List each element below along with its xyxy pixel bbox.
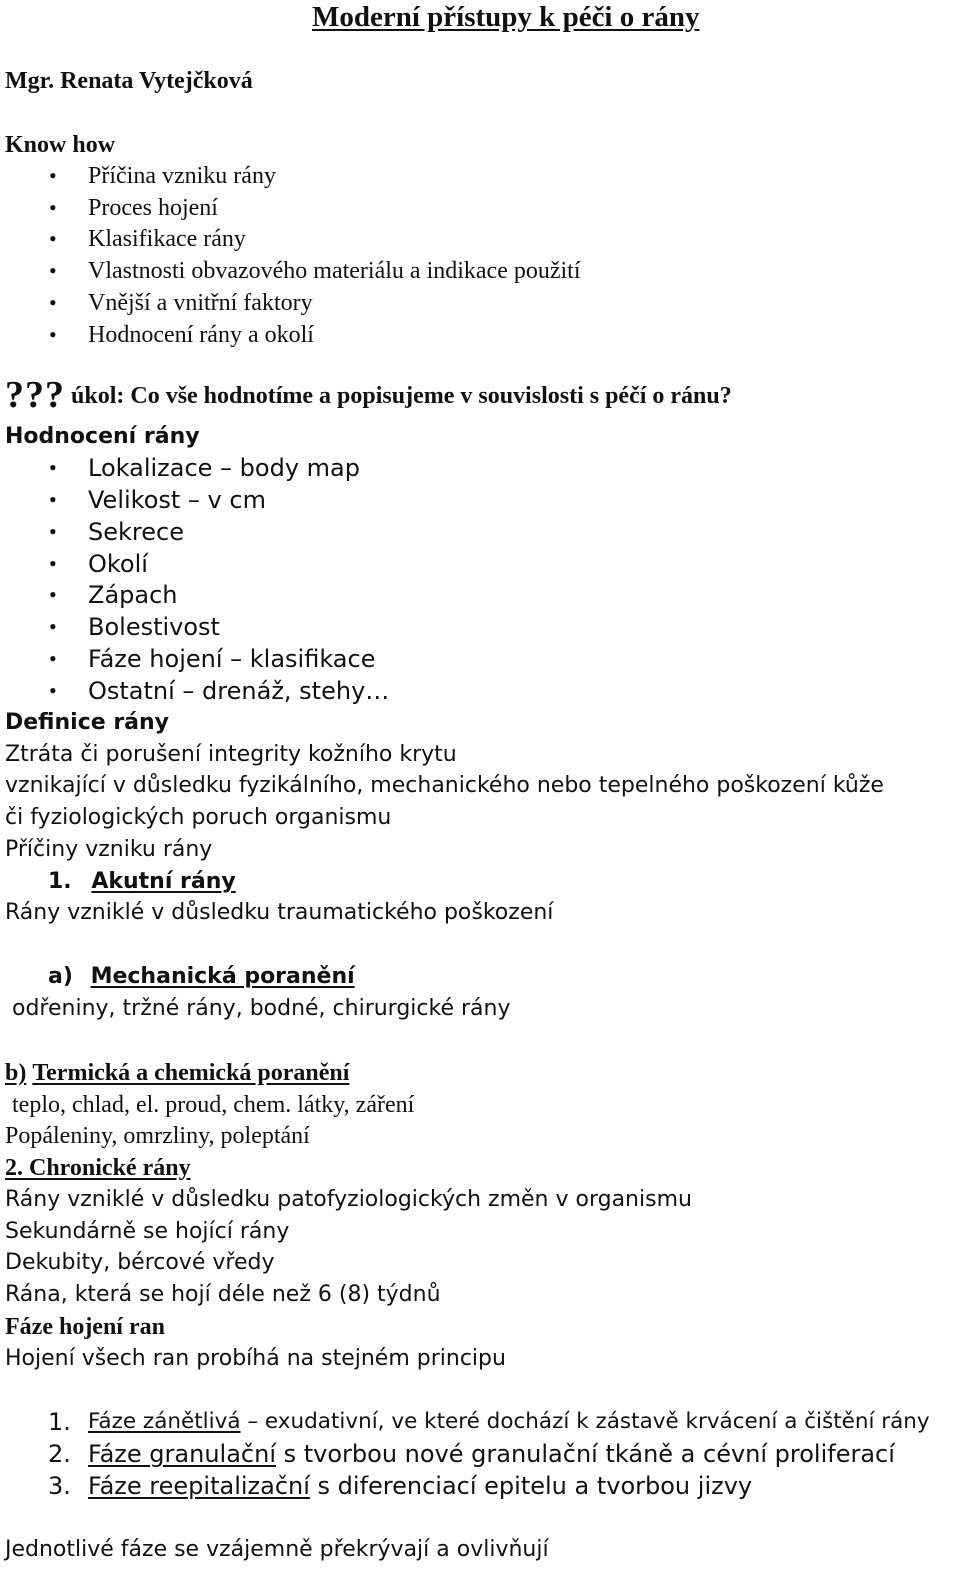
list-item: Vlastnosti obvazového materiálu a indikace použití <box>88 258 581 284</box>
phase-desc: – exudativní, ve které dochází k zástavě krvácení a čištění rány <box>240 1409 930 1434</box>
mechanical-heading <box>48 962 355 992</box>
task-text: úkol: Co vše hodnotíme a popisujeme v souvislosti s péčí o ránu? <box>71 383 732 409</box>
bullet-icon: • <box>49 258 57 283</box>
phase-item <box>88 1471 752 1501</box>
list-item: Okolí <box>88 550 148 578</box>
bullet-icon: • <box>49 163 57 188</box>
definition-line: či fyziologických poruch organismu <box>5 805 392 830</box>
know-how-heading: Know how <box>5 132 116 158</box>
definition-line: vznikající v důsledku fyzikálního, mechanického nebo tepelného poškození kůže <box>5 773 884 798</box>
chronic-heading: 2. Chronické rány <box>5 1155 191 1181</box>
list-item: Klasifikace rány <box>88 226 246 252</box>
acute-number: 1. <box>48 869 72 894</box>
thermal-text-2: Popáleniny, omrzliny, poleptání <box>5 1123 310 1149</box>
list-item: Sekrece <box>88 518 184 546</box>
phases-heading: Fáze hojení ran <box>5 1314 165 1340</box>
list-item: Fáze hojení – klasifikace <box>88 645 376 673</box>
bullet-icon: • <box>49 487 57 512</box>
causes-heading: Příčiny vzniku rány <box>5 837 213 862</box>
list-item: Velikost – v cm <box>88 486 266 514</box>
thermal-text: teplo, chlad, el. proud, chem. látky, záření <box>12 1092 415 1118</box>
task-line <box>5 374 732 416</box>
thermal-title: Termická a chemická poranění <box>32 1060 350 1086</box>
definition-heading: Definice rány <box>5 710 170 735</box>
task-marks: ??? <box>5 374 65 416</box>
bullet-icon: • <box>49 455 57 480</box>
bullet-icon: • <box>49 582 57 607</box>
thermal-heading <box>5 1058 349 1088</box>
chronic-line: Rána, která se hojí déle než 6 (8) týdnů <box>5 1282 441 1307</box>
acute-heading <box>48 867 236 897</box>
mechanical-label: a) <box>48 964 73 989</box>
list-item: Lokalizace – body map <box>88 454 360 482</box>
bullet-icon: • <box>49 551 57 576</box>
bullet-icon: • <box>49 290 57 315</box>
list-item: Hodnocení rány a okolí <box>88 322 314 348</box>
phase-name: Fáze reepitalizační <box>88 1472 310 1500</box>
list-item: Ostatní – drenáž, stehy… <box>88 677 390 705</box>
mechanical-text: odřeniny, tržné rány, bodné, chirurgické rány <box>12 996 511 1021</box>
phases-footer: Jednotlivé fáze se vzájemně překrývají a ovlivňují <box>5 1537 549 1562</box>
phase-item <box>88 1439 895 1469</box>
acute-title: Akutní rány <box>91 869 236 894</box>
bullet-icon: • <box>49 678 57 703</box>
acute-description: Rány vzniklé v důsledku traumatického poškození <box>5 900 554 925</box>
bullet-icon: • <box>49 226 57 251</box>
assessment-heading: Hodnocení rány <box>5 424 200 449</box>
phase-number: 1. <box>48 1408 71 1436</box>
bullet-icon: • <box>49 646 57 671</box>
thermal-label: b) <box>5 1060 27 1086</box>
phase-number: 2. <box>48 1440 71 1468</box>
phase-name: Fáze granulační <box>88 1440 276 1468</box>
list-item: Bolestivost <box>88 613 220 641</box>
phase-desc: s tvorbou nové granulační tkáně a cévní proliferací <box>275 1440 895 1468</box>
list-item: Zápach <box>88 581 178 609</box>
phase-number: 3. <box>48 1472 71 1500</box>
phase-item <box>88 1407 930 1437</box>
chronic-line: Rány vzniklé v důsledku patofyziologických změn v organismu <box>5 1187 692 1212</box>
chronic-line: Sekundárně se hojící rány <box>5 1219 290 1244</box>
list-item: Proces hojení <box>88 195 218 221</box>
phase-name: Fáze zánětlivá <box>88 1409 241 1434</box>
bullet-icon: • <box>49 195 57 220</box>
phase-desc: s diferenciací epitelu a tvorbou jizvy <box>309 1472 753 1500</box>
list-item: Příčina vzniku rány <box>88 163 276 189</box>
bullet-icon: • <box>49 519 57 544</box>
list-item: Vnější a vnitřní faktory <box>88 290 313 316</box>
definition-line: Ztráta či porušení integrity kožního krytu <box>5 742 457 767</box>
mechanical-title: Mechanická poranění <box>90 964 355 989</box>
chronic-line: Dekubity, bércové vředy <box>5 1250 275 1275</box>
bullet-icon: • <box>49 322 57 347</box>
author-name: Mgr. Renata Vytejčková <box>5 68 253 94</box>
page-title: Moderní přístupy k péči o rány <box>312 1 700 33</box>
bullet-icon: • <box>49 614 57 639</box>
phases-intro: Hojení všech ran probíhá na stejném principu <box>5 1346 506 1371</box>
